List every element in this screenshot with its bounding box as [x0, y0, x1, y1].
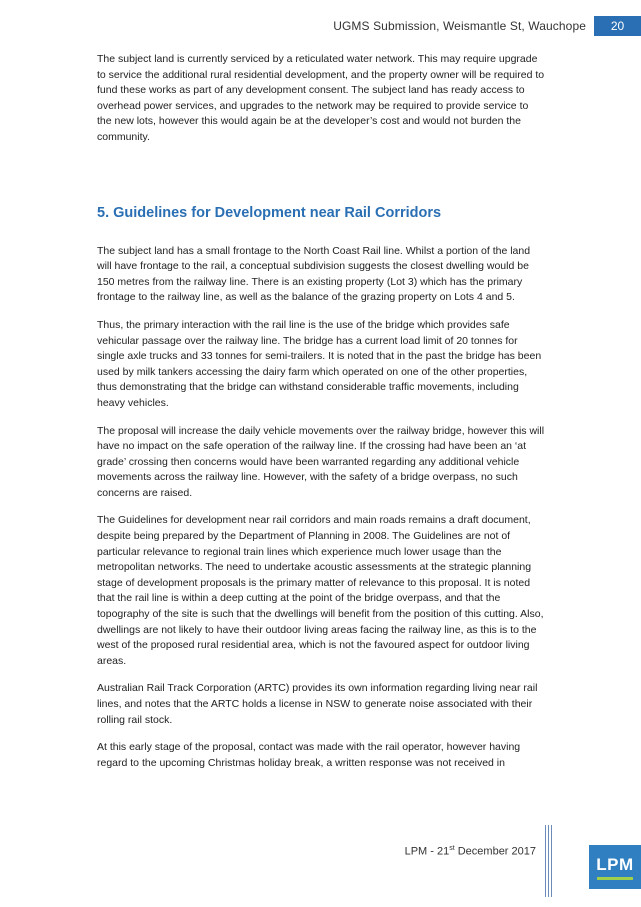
footer-superscript: st	[449, 845, 455, 852]
body-paragraph: The subject land has a small frontage to the North Coast Rail line. Whilst a portion of the land will have frontage to the rail, a conceptual subdivision suggests the closest dwelling would be 150 metres from the railway line. There is an existing property (Lot 3) which has the primary frontage to the railway line, as well as the balance of the grazing property on Lots 4 and 5.	[97, 244, 531, 304]
body-paragraph: At this early stage of the proposal, contact was made with the rail operator, however having regard to the upcoming Christmas holiday break, a written response was not received in	[97, 741, 521, 769]
logo-bar	[597, 877, 633, 880]
footer-divider-lines	[545, 825, 552, 897]
body-paragraph: Australian Rail Track Corporation (ARTC) provides its own information regarding living near rail lines, and notes that the ARTC holds a license in NSW to generate noise associated with their rolling rail stock.	[97, 682, 538, 726]
body-paragraph: The Guidelines for development near rail corridors and main roads remains a draft document, despite being prepared by the Department of Planning in 2008. The Guidelines are not of particular relevance to regional train lines which experience much lower usage than the metropolitan networks. The need to undertake acoustic assessments at the strategic planning stage of development proposals is the primary matter of relevance to this proposal. It is noted that the rail line is within a deep cutting at the point of the bridge overpass, and that the topography of the site is such that the dwellings will benefit from the position of this cutting. Also, dwellings are not likely to have their outdoor living areas facing the railway line, as this is to the west of the proposed rural residential area, which is not the favoured aspect for outdoor living areas.	[97, 514, 544, 667]
page-number: 20	[594, 16, 641, 36]
page-header	[333, 16, 641, 36]
body-paragraph: Thus, the primary interaction with the rail line is the use of the bridge which provides safe vehicular passage over the railway line. The bridge has a current load limit of 20 tonnes for single axle trucks and 33 tonnes for semi-trailers. It is noted that in the past the bridge has been used by milk tankers accessing the dairy farm which operated on one of the other properties, thus demonstrating that the bridge can withstand considerable traffic movements, including heavy vehicles.	[97, 318, 542, 409]
footer-suffix: December 2017	[454, 845, 536, 858]
footer-prefix: LPM - 21	[404, 845, 450, 858]
logo-text: LPM	[596, 854, 634, 874]
header-title: UGMS Submission, Weismantle St, Wauchope	[333, 19, 586, 33]
lpm-logo	[589, 845, 641, 889]
document-body	[97, 52, 545, 783]
section-heading: 5. Guidelines for Development near Rail Corridors	[97, 204, 442, 221]
body-paragraph: The proposal will increase the daily vehicle movements over the railway bridge, however this will have no impact on the safe operation of the railway line. If the crossing had have been an ‘at grade’ crossing then concerns would have been warranted regarding any additional vehicle movements across the railway line. However, with the safety of a bridge overpass, no such concerns are raised.	[97, 424, 545, 499]
footer-date	[405, 845, 536, 858]
intro-paragraph: The subject land is currently serviced by a reticulated water network. This may require upgrade to service the additional rural residential development, and the property owner will be required to fund these works as part of any development consent. The subject land has ready access to overhead power services, and upgrades to the network may be required to provide service to the new lots, however this would again be at the developer’s cost and would not burden the community.	[97, 53, 545, 143]
